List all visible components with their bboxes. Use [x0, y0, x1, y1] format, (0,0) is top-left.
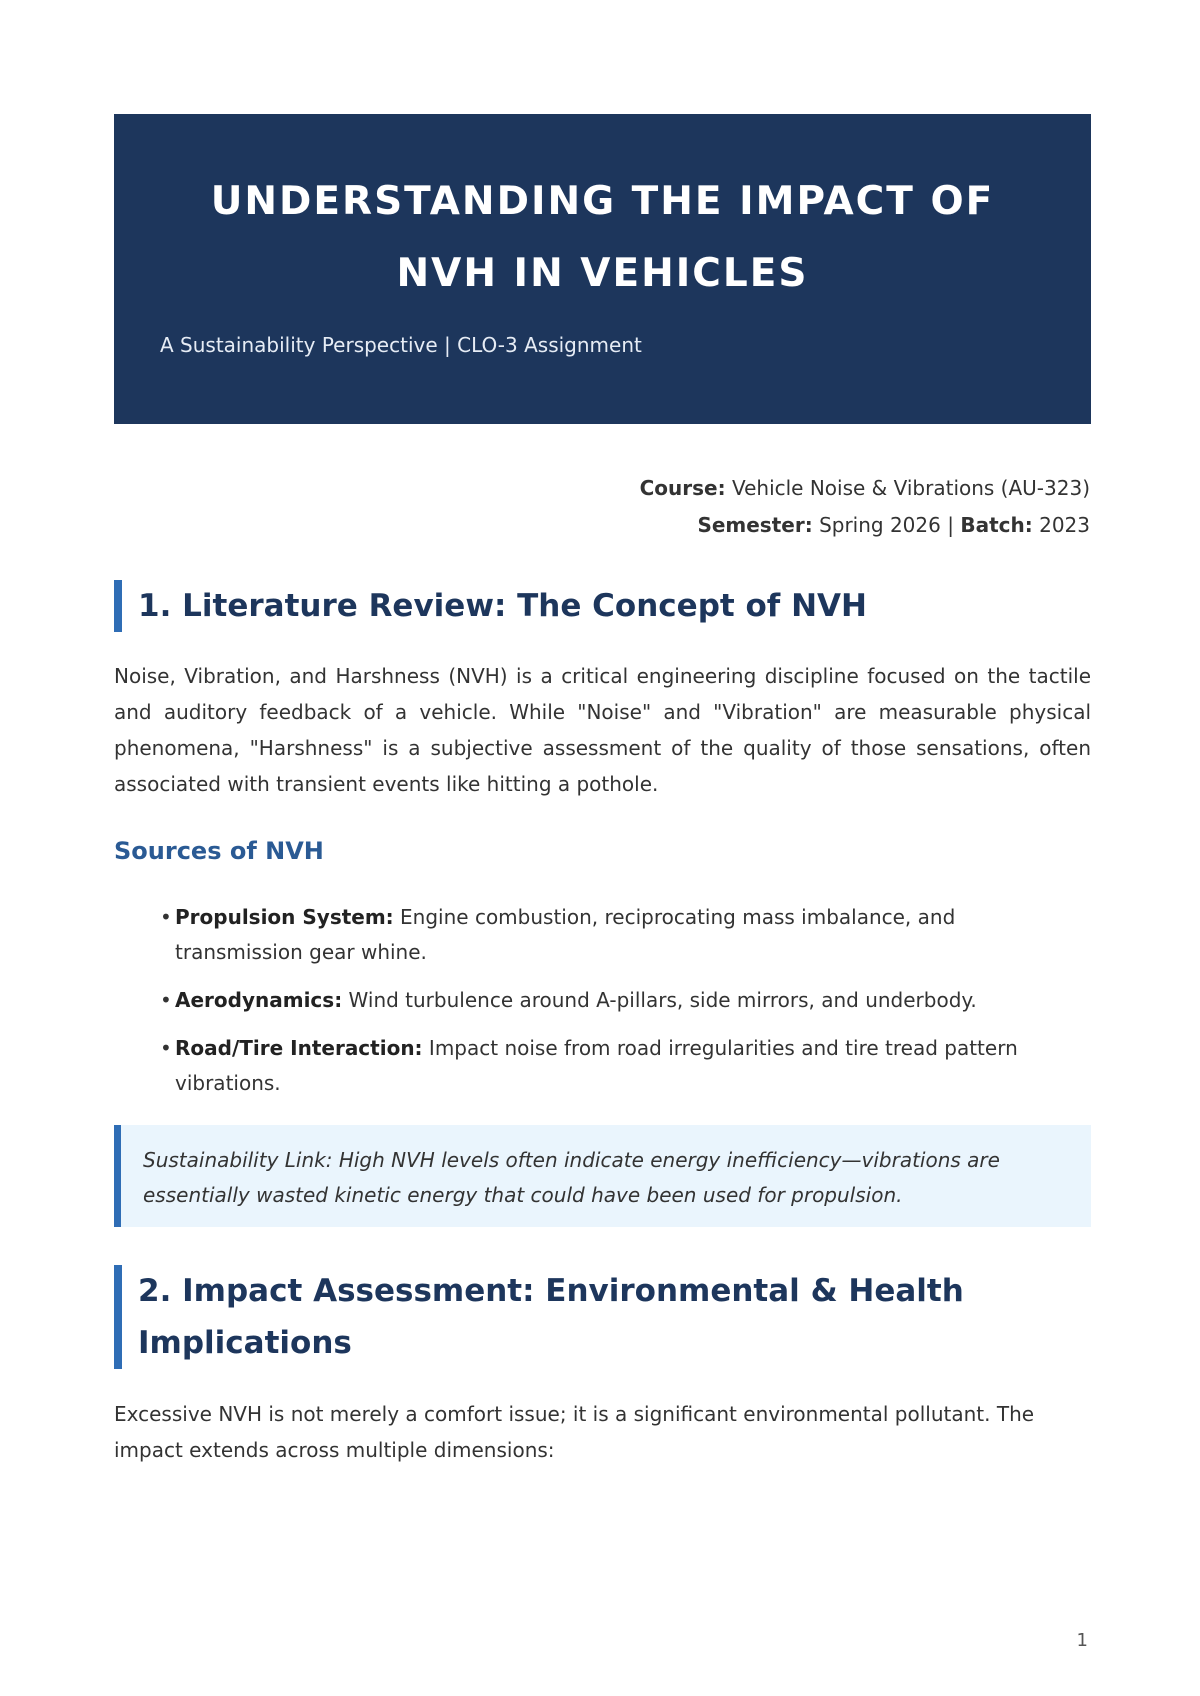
batch-label: Batch: — [960, 513, 1033, 537]
course-line — [640, 470, 1090, 507]
course-meta — [640, 470, 1090, 544]
list-item-label: Aerodynamics: — [175, 988, 343, 1012]
sources-list — [160, 900, 1060, 1114]
list-item-text: Impact noise from road irregularities and tire tread pattern vibrations. — [175, 1036, 1018, 1095]
page-number: 1 — [1076, 1630, 1088, 1651]
course-value: Vehicle Noise & Vibrations (AU-323) — [731, 476, 1090, 500]
section-2-paragraph: Excessive NVH is not merely a comfort issue; it is a significant environmental pollutant. The impact extends across multiple dimensions: — [114, 1402, 1035, 1462]
section-2-heading-line-2: Implications — [138, 1325, 352, 1361]
list-item-label: Propulsion System: — [175, 905, 394, 929]
course-label: Course: — [639, 476, 726, 500]
list-item — [160, 983, 1060, 1018]
semester-label: Semester: — [697, 513, 813, 537]
document-title — [114, 166, 1091, 310]
sustainability-callout: Sustainability Link: High NVH levels often indicate energy inefficiency—vibrations are essentially wasted kinetic energy that could have been used for propulsion. — [114, 1125, 1091, 1227]
semester-line — [640, 507, 1090, 544]
list-item — [160, 1031, 1060, 1101]
sources-subheading: Sources of NVH — [114, 837, 324, 865]
document-title-line-1: UNDERSTANDING THE IMPACT OF — [210, 179, 995, 224]
section-2-heading — [114, 1265, 964, 1369]
section-1-heading: 1. Literature Review: The Concept of NVH — [114, 580, 867, 632]
section-1-paragraph: Noise, Vibration, and Harshness (NVH) is a critical engineering discipline focused on the tactile and auditory feedback of a vehicle. While "Noise" and "Vibration" are measurable physical phenomena, "Harshness" is a subjective assessment of the quality of those sensations, often associated with transient events like hitting a pothole. — [114, 664, 1091, 796]
list-item-text: Wind turbulence around A-pillars, side mirrors, and underbody. — [348, 988, 977, 1012]
semester-value: Spring 2026 | — [819, 513, 954, 537]
document-title-line-2: NVH IN VEHICLES — [396, 251, 809, 296]
list-item-label: Road/Tire Interaction: — [175, 1036, 423, 1060]
document-subtitle: A Sustainability Perspective | CLO-3 Assignment — [160, 333, 642, 357]
list-item-text: Engine combustion, reciprocating mass imbalance, and transmission gear whine. — [175, 905, 956, 964]
title-banner — [114, 114, 1091, 424]
section-2-heading-line-1: 2. Impact Assessment: Environmental & Health — [138, 1273, 964, 1309]
list-item — [160, 900, 1060, 970]
batch-value: 2023 — [1039, 513, 1090, 537]
